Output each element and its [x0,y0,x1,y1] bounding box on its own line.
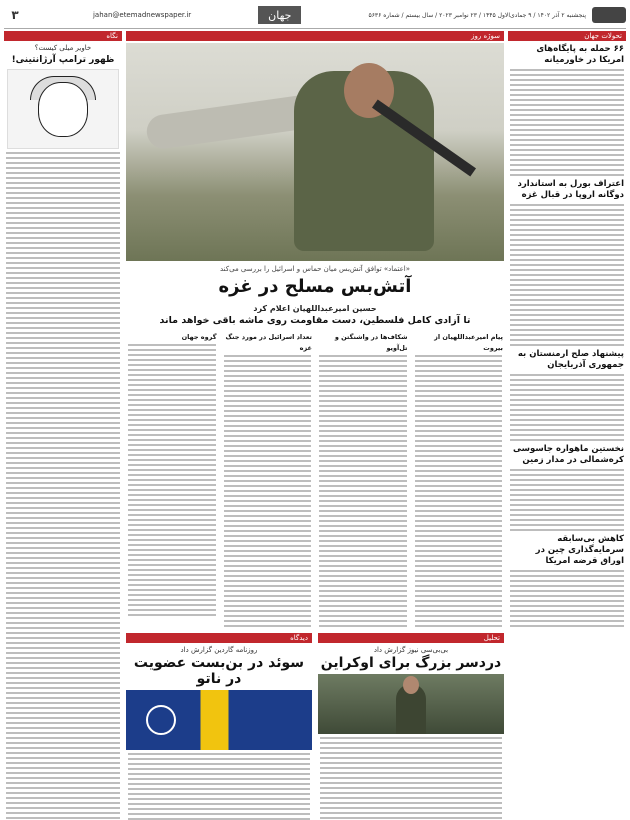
bottom-right-label: تحلیل [318,633,504,643]
article-text-1 [415,355,503,627]
article-col-4 [126,331,218,627]
main-subheadline-2: تا آزادی کامل فلسطین، دست مقاومت روی ماشه باقی خواهد ماند [159,315,471,326]
page-header [4,4,626,26]
article-text-4 [128,344,216,616]
page-number: ۳ [11,8,19,22]
article-text-2 [319,355,407,627]
right-headline-1[interactable]: ۶۶ حمله به پایگاه‌های امریکا در خاورمیانه [536,44,624,65]
caricature-face [38,82,88,137]
right-column [508,31,626,816]
main-article-body [126,331,504,627]
main-kicker: «اعتماد» توافق آتش‌بس میان حماس و اسرائیل را بررسی می‌کند [220,265,410,273]
right-headline-4[interactable]: نخستین ماهواره جاسوسی کره‌شمالی در مدار زمین [513,444,624,465]
left-column-kicker: خاویر میلی کیست؟ [34,44,92,52]
right-headline-2[interactable]: اعتراف بورل به استاندارد دوگانه اروپا در قبال غزه [517,179,624,200]
middle-column-label: سوژه روز [126,31,504,41]
bottom-section [126,633,504,820]
bottom-left-text [128,753,310,820]
article-text-3 [224,355,312,627]
article-col-3 [222,331,314,627]
header-rule [4,28,626,29]
nato-star-icon [146,705,176,735]
left-column-headline[interactable]: ظهور ترامپ آرژانتینی! [11,55,115,65]
right-text-block-5 [510,570,624,627]
right-text-block-4 [510,469,624,531]
article-subhead-1: پیام امیرعبداللهیان از بیروت [434,333,503,352]
main-headline[interactable]: آتش‌بس مسلح در غزه [218,276,412,297]
bottom-right-text [320,737,502,820]
left-column [4,31,122,816]
bottom-right-headline[interactable]: دردسر بزرگ برای اوکراین [320,655,502,671]
right-text-block-2 [510,204,624,346]
right-text-block-1 [510,69,624,176]
article-col-1 [413,331,505,627]
section-title: جهان [258,6,301,24]
right-headline-5[interactable]: کاهش بی‌سابقه سرمایه‌گذاری چین در اوراق قرضه امریکا [535,534,624,566]
right-column-label: تحولات جهان [508,31,626,41]
article-subhead-4: گروه جهان [181,333,217,341]
article-col-2 [317,331,409,627]
newspaper-logo [592,7,626,23]
man-head [403,676,419,694]
article-subhead-2: شکاف‌ها در واشنگتن و تل‌آویو [334,333,408,352]
right-headline-3[interactable]: پیشنهاد صلح ارمنستان به جمهوری آذربایجان [517,349,624,370]
email-link[interactable]: jahan@etemadnewspaper.ir [92,11,192,19]
left-text-block [6,152,120,820]
bottom-left-headline[interactable]: سوئد در بن‌بست عضویت در ناتو [133,655,305,687]
middle-column [126,31,504,816]
bottom-right-story [318,633,504,820]
bottom-left-story [126,633,312,820]
bottom-left-kicker: روزنامه گاردین گزارش داد [180,646,258,654]
bottom-right-kicker: بی‌بی‌سی نیوز گزارش داد [373,646,449,654]
date-line: پنجشنبه ۲ آذر ۱۴۰۲ / ۹ جمادی‌الاول ۱۴۴۵ / ۲۳ نوامبر ۲۰۲۳ / سال بیستم / شماره ۵۶۳۶ [368,11,586,19]
right-text-block-3 [510,374,624,441]
bottom-left-label: دیدگاه [126,633,312,643]
zelensky-photo [318,674,504,734]
nato-sweden-flags-photo [126,690,312,750]
main-photo-soldier [126,43,504,261]
caricature-image [7,69,119,149]
header-right [368,7,626,23]
main-subheadline-1: حسین امیرعبداللهیان اعلام کرد [253,304,377,313]
left-column-label: نگاه [4,31,122,41]
article-subhead-3: تعداد اسرائیل در مورد جنگ غزه [225,333,312,352]
